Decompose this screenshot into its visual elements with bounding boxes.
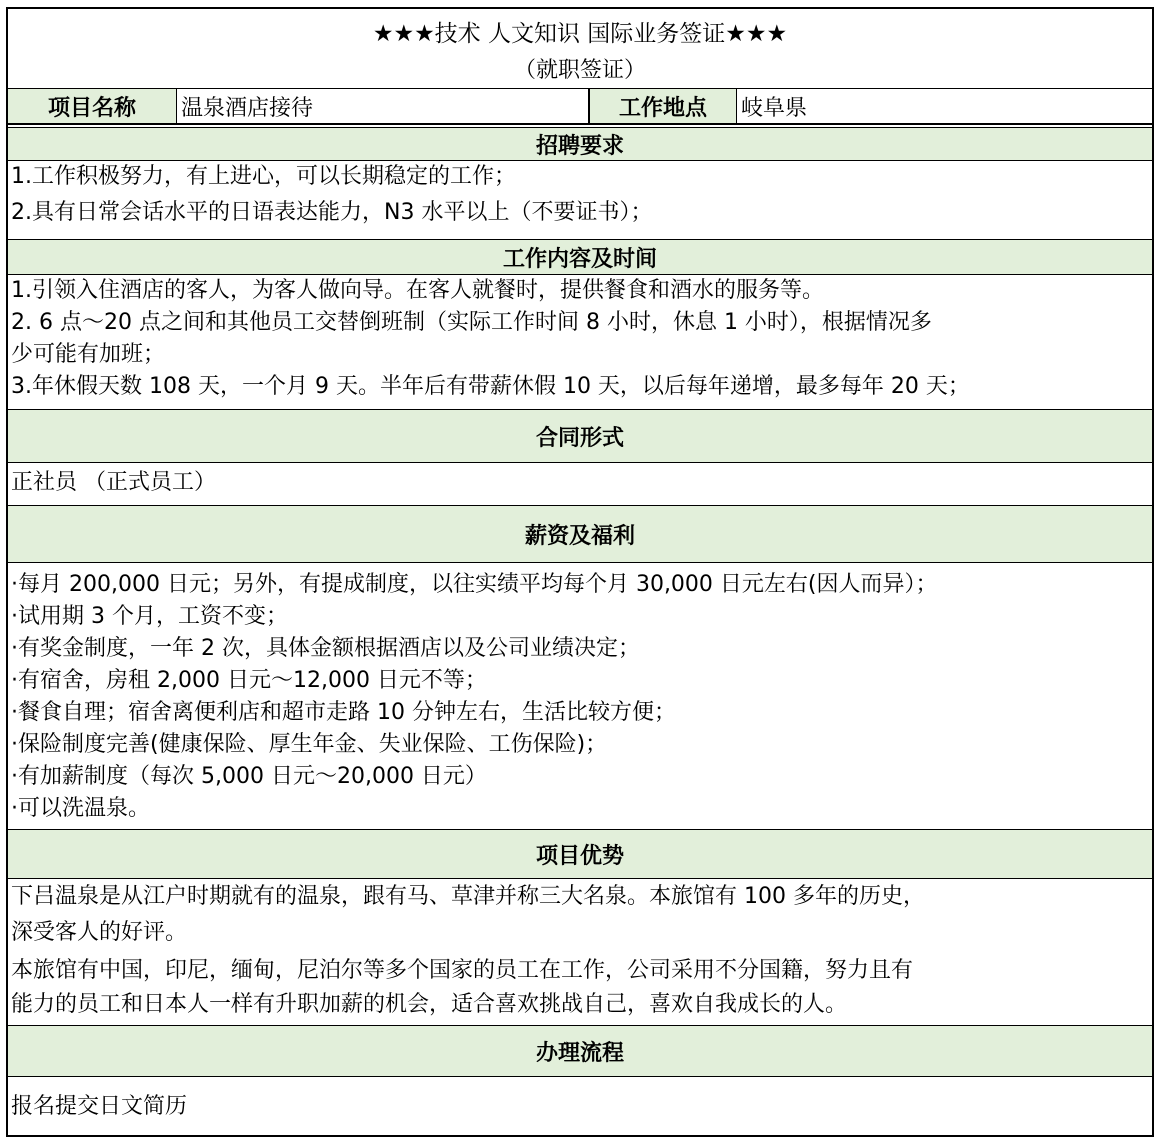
- salary-line-8: ·可以洗温泉。: [11, 796, 150, 821]
- info-row: [8, 89, 1152, 125]
- advantages-line-4: 能力的员工和日本人一样有升职加薪的机会，适合喜欢挑战自己，喜欢自我成长的人。: [11, 992, 848, 1017]
- salary-line-2: ·试用期 3 个月，工资不变；: [11, 604, 288, 629]
- work-line-1: 1.引领入住酒店的客人，为客人做向导。在客人就餐时，提供餐食和酒水的服务等。: [11, 278, 824, 303]
- page-subtitle: （就职签证）: [513, 58, 646, 83]
- requirements-body: [8, 161, 1152, 237]
- advantages-line-1: 下吕温泉是从江户时期就有的温泉，跟有马、草津并称三大名泉。本旅馆有 100 多年的历史，: [11, 884, 925, 909]
- contract-body: [8, 463, 1152, 503]
- process-header: 办理流程: [8, 1025, 1152, 1077]
- salary-line-3: ·有奖金制度，一年 2 次，具体金额根据酒店以及公司业绩决定；: [11, 636, 640, 661]
- project-name-label: 项目名称: [8, 89, 176, 123]
- salary-line-5: ·餐食自理；宿舍离便利店和超市走路 10 分钟左右，生活比较方便；: [11, 700, 676, 725]
- title-block: [8, 9, 1152, 89]
- requirements-header: 招聘要求: [8, 127, 1152, 161]
- process-body: [8, 1077, 1152, 1135]
- work-line-3: 少可能有加班；: [11, 342, 166, 367]
- salary-body: [8, 563, 1152, 829]
- requirement-line-2: 2.具有日常会话水平的日语表达能力，N3 水平以上（不要证书）；: [11, 200, 653, 225]
- work-place-value: 岐阜県: [736, 89, 1152, 123]
- work-line-2: 2. 6 点～20 点之间和其他员工交替倒班制（实际工作时间 8 小时，休息 1 小时），根据情况多: [11, 310, 932, 335]
- work-header: 工作内容及时间: [8, 239, 1152, 275]
- salary-line-1: ·每月 200,000 日元；另外，有提成制度，以往实绩平均每个月 30,000 日元左右(因人而异）；: [11, 572, 938, 597]
- process-line-1: 报名提交日文简历: [11, 1094, 188, 1119]
- project-name-value: 温泉酒店接待: [176, 89, 588, 123]
- advantages-header: 项目优势: [8, 829, 1152, 879]
- advantages-body: [8, 879, 1152, 1025]
- work-body: [8, 275, 1152, 407]
- salary-line-7: ·有加薪制度（每次 5,000 日元～20,000 日元）: [11, 764, 487, 789]
- page-title: ★★★技术 人文知识 国际业务签证★★★: [372, 21, 788, 47]
- contract-line-1: 正社员 （正式员工）: [11, 470, 216, 495]
- salary-line-4: ·有宿舍，房租 2,000 日元～12,000 日元不等；: [11, 668, 487, 693]
- salary-header: 薪资及福利: [8, 505, 1152, 563]
- job-posting-sheet: [6, 7, 1154, 1137]
- advantages-line-3: 本旅馆有中国，印尼，缅甸，尼泊尔等多个国家的员工在工作，公司采用不分国籍，努力且有: [11, 958, 914, 983]
- work-line-4: 3.年休假天数 108 天，一个月 9 天。半年后有带薪休假 10 天，以后每年递增，最多每年 20 天；: [11, 374, 970, 399]
- salary-line-6: ·保险制度完善(健康保险、厚生年金、失业保险、工伤保险)；: [11, 732, 608, 757]
- advantages-line-2: 深受客人的好评。: [11, 920, 188, 945]
- work-place-label: 工作地点: [588, 89, 736, 123]
- contract-header: 合同形式: [8, 409, 1152, 463]
- requirement-line-1: 1.工作积极努力，有上进心，可以长期稳定的工作；: [11, 164, 516, 189]
